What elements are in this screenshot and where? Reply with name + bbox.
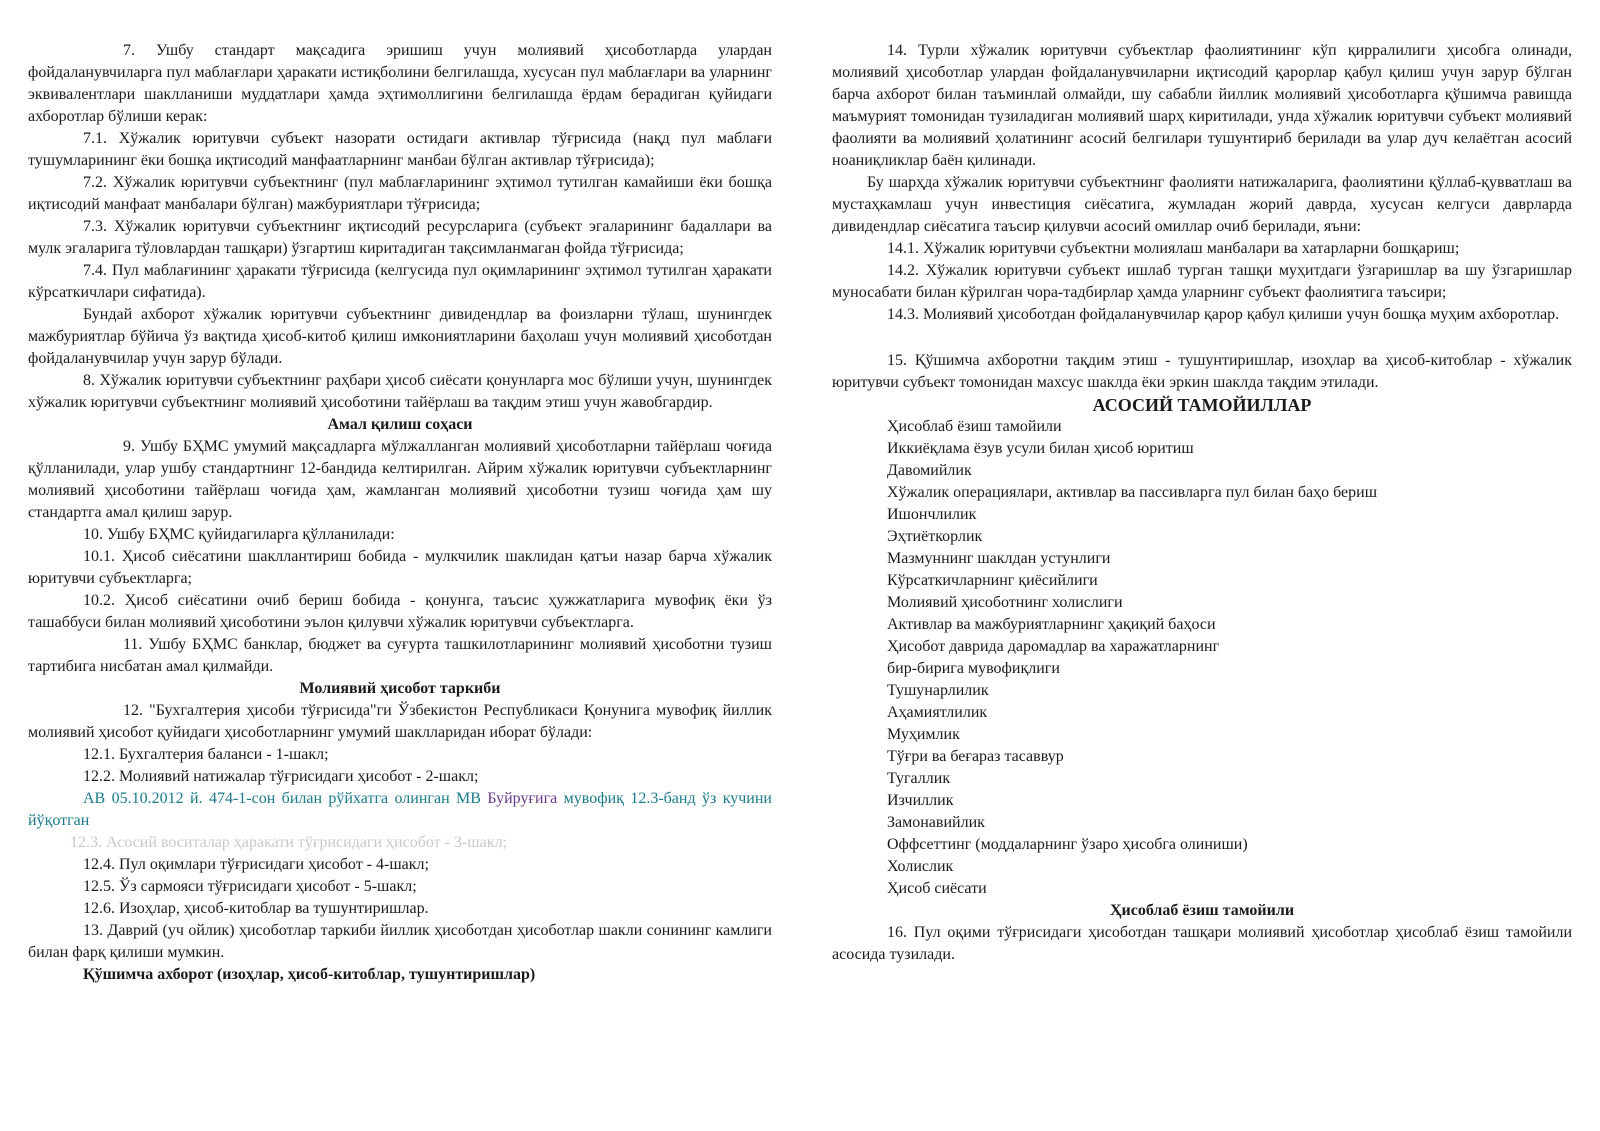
list-item: бир-бирига мувофиқлиги: [887, 660, 1060, 677]
paragraph-11: 11. Ушбу БҲМС банклар, бюджет ва суғурта ташкилотларининг молиявий ҳисоботни тузиш тартибига нисбатан амал қилмайди.: [28, 636, 772, 675]
list-item: Тугаллик: [887, 770, 951, 787]
spacer: [832, 326, 1572, 350]
right-column: [832, 40, 1572, 966]
paragraph-14-2: 14.2. Хўжалик юритувчи субъект ишлаб турган ташқи муҳитдаги ўзгаришлар ва шу ўзгаришлар муносабати билан кўрилган чора-тадбирлар ҳамда уларнинг субъект фаолиятига таъсири;: [832, 262, 1572, 301]
amendment-note-tail: мувофиқ 12.3-банд ўз кучини йўқотган: [28, 790, 772, 829]
heading-additional-info: Қўшимча ахборот (изоҳлар, ҳисоб-китоблар, тушунтиришлар): [83, 966, 536, 983]
list-item: Изчиллик: [887, 792, 954, 809]
paragraph-12-4: 12.4. Пул оқимлари тўғрисидаги ҳисобот - 4-шакл;: [83, 856, 429, 873]
paragraph-12-2: 12.2. Молиявий натижалар тўғрисидаги ҳисобот - 2-шакл;: [83, 768, 479, 785]
list-item: Холислик: [887, 858, 954, 875]
paragraph-16: 16. Пул оқими тўғрисидаги ҳисоботдан ташқари молиявий ҳисоботлар ҳисоблаб ёзиш тамойили асосида тузилади.: [832, 924, 1572, 963]
list-item: Кўрсаткичларнинг қиёсийлиги: [887, 572, 1098, 589]
list-item: Ҳисобот даврида даромадлар ва харажатларнинг: [887, 638, 1220, 655]
heading-composition: Молиявий ҳисобот таркиби: [299, 680, 501, 697]
paragraph-12-3-repealed: 12.3. Асосий воситалар ҳаракати тўғрисидаги ҳисобот - 3-шакл;: [70, 834, 507, 851]
paragraph-7-3: 7.3. Хўжалик юритувчи субъектнинг иқтисодий ресурсларига (субъект эгаларининг бадаллари ва мулк эгаларига тўловлардан ташқари) ўзгартиш киритадиган тақсимланмаган фойда тўғрисида;: [28, 218, 772, 257]
paragraph-review: Бу шарҳда хўжалик юритувчи субъектнинг фаолияти натижаларига, фаолиятини қўллаб-қувватлаш ва мустаҳкамлаш учун инвестиция сиёсатига, жумладан жорий даврда, хусусан келгуси даврларда дивидендлар сиёсатига таъсир қилувчи асосий омиллар очиб берилади, яъни:: [832, 174, 1572, 235]
list-item: Тушунарлилик: [887, 682, 989, 699]
paragraph-12: 12. "Бухгалтерия ҳисоби тўғрисида"ги Ўзбекистон Республикаси Қонунига мувофиқ йиллик молиявий ҳисобот қуйидаги ҳисоботларнинг умумий шаклларидан иборат бўлади:: [28, 702, 772, 741]
paragraph-7: 7. Ушбу стандарт мақсадига эришиш учун молиявий ҳисоботларда улардан фойдаланувчиларга пул маблағлари ҳаракати истиқболини белгилашда, хусусан пул маблағлари ва уларнинг эквивалентлари шаклланиши муддатлари ҳамда эҳтимоллигини белгилашда ёрдам берадиган қуйидаги ахборотлар бўлиши керак:: [28, 42, 772, 125]
paragraph-10-1: 10.1. Ҳисоб сиёсатини шакллантириш бобида - мулкчилик шаклидан қатъи назар барча хўжалик юритувчи субъектларга;: [28, 548, 772, 587]
list-item: Ҳисоб сиёсати: [887, 880, 987, 897]
list-item: Активлар ва мажбуриятларнинг ҳақиқий баҳоси: [887, 616, 1216, 633]
list-item: Давомийлик: [887, 462, 972, 479]
list-item: Молиявий ҳисоботнинг холислиги: [887, 594, 1123, 611]
paragraph-14-1: 14.1. Хўжалик юритувчи субъектни молиялаш манбалари ва хатарларни бошқариш;: [887, 240, 1460, 257]
list-item: Ишончлилик: [887, 506, 977, 523]
list-item: Аҳамиятлилик: [887, 704, 988, 721]
paragraph-7-4: 7.4. Пул маблағининг ҳаракати тўғрисида (келгусида пул оқимларининг эҳтимол тутилган ҳаракати кўрсаткичлари сифатида).: [28, 262, 772, 301]
paragraph-12-1: 12.1. Бухгалтерия баланси - 1-шакл;: [83, 746, 329, 763]
list-item: Хўжалик операциялари, активлар ва пассивларга пул билан баҳо бериш: [887, 484, 1378, 501]
heading-scope: Амал қилиш соҳаси: [327, 416, 473, 433]
paragraph-12-5: 12.5. Ўз сармояси тўғрисидаги ҳисобот - 5-шакл;: [83, 878, 417, 895]
list-item: Эҳтиёткорлик: [887, 528, 983, 545]
list-item: Муҳимлик: [887, 726, 960, 743]
paragraph-12-6: 12.6. Изоҳлар, ҳисоб-китоблар ва тушунтиришлар.: [83, 900, 429, 917]
heading-principles: АСОСИЙ ТАМОЙИЛЛАР: [1092, 395, 1312, 415]
order-link[interactable]: Буйруғига: [487, 790, 558, 807]
paragraph-7-2: 7.2. Хўжалик юритувчи субъектнинг (пул маблағларининг эҳтимол тутилган камайиши ёки бошқа иқтисодий манфаат манбалари бўлган) мажбуриятлари тўғрисида;: [28, 174, 772, 213]
paragraph-10: 10. Ушбу БҲМС қуйидагиларга қўлланилади:: [83, 526, 395, 543]
list-item: Ҳисоблаб ёзиш тамойили: [887, 418, 1062, 435]
heading-accrual-principle: Ҳисоблаб ёзиш тамойили: [1109, 902, 1295, 919]
paragraph-info: Бундай ахборот хўжалик юритувчи субъектнинг дивидендлар ва фоизларни тўлаш, шунингдек мажбуриятлар бўйича ўз вақтида ҳисоб-китоб қилиш имкониятларини баҳолаш учун молиявий ҳисоботдан фойдаланувчилар учун зарур бўлади.: [28, 306, 772, 367]
list-item: Тўғри ва беғараз тасаввур: [887, 748, 1064, 765]
list-item: Замонавийлик: [887, 814, 985, 831]
paragraph-14-3: 14.3. Молиявий ҳисоботдан фойдаланувчилар қарор қабул қилиши учун бошқа муҳим ахборотлар.: [887, 306, 1560, 323]
paragraph-14: 14. Турли хўжалик юритувчи субъектлар фаолиятининг кўп қирралилиги ҳисобга олинади, молиявий ҳисоботлар улардан фойдаланувчиларни иқтисодий қарорлар қабул қилиш учун зарур бўлган барча ахборот билан таъминлай олмайди, шу сабабли йиллик молиявий ҳисоботларга қўшимча равишда маъмурият томонидан тузиладиган молиявий шарҳ киритилади, унда хўжалик юритувчи субъект молиявий фаолияти ва молиявий ҳолатининг асосий белгилари тушунтириб берилади ва улар дуч келаётган асосий ноаниқликлар баён қилинади.: [832, 42, 1572, 169]
amendment-note-text: АВ 05.10.2012 й. 474-1-сон билан рўйхатга олинган МВ: [83, 790, 488, 807]
list-item: Иккиёқлама ёзув усули билан ҳисоб юритиш: [887, 440, 1194, 457]
paragraph-15: 15. Қўшимча ахборотни тақдим этиш - тушунтиришлар, изоҳлар ва ҳисоб-китоблар - хўжалик юритувчи субъект томонидан махсус шаклда ёки эркин шаклда тақдим этилади.: [832, 352, 1572, 391]
paragraph-13: 13. Даврий (уч ойлик) ҳисоботлар таркиби йиллик ҳисоботдан ҳисоботлар шакли сонининг камлиги билан фарқ қилиши мумкин.: [28, 922, 772, 961]
list-item: Мазмуннинг шаклдан устунлиги: [887, 550, 1111, 567]
paragraph-10-2: 10.2. Ҳисоб сиёсатини очиб бериш бобида - қонунга, таъсис ҳужжатларига мувофиқ ёки ўз ташаббуси билан молиявий ҳисоботини эълон қилувчи хўжалик юритувчи субъектларга.: [28, 592, 772, 631]
left-column: [28, 40, 772, 986]
amendment-note: [28, 788, 772, 832]
paragraph-8: 8. Хўжалик юритувчи субъектнинг раҳбари ҳисоб сиёсати қонунларга мос бўлиши учун, шунингдек хўжалик юритувчи субъектнинг молиявий ҳисоботини тайёрлаш ва тақдим этиш учун жавобгардир.: [28, 372, 772, 411]
list-item: Оффсеттинг (моддаларнинг ўзаро ҳисобга олиниши): [887, 836, 1248, 853]
paragraph-7-1: 7.1. Хўжалик юритувчи субъект назорати остидаги активлар тўғрисида (нақд пул маблағи тушумларининг ёки бошқа иқтисодий манфаатларнинг манбаи бўлган активлар тўғрисида);: [28, 130, 772, 169]
principles-list: [832, 416, 1572, 900]
paragraph-9: 9. Ушбу БҲМС умумий мақсадларга мўлжалланган молиявий ҳисоботларни тайёрлаш чоғида қўлланилади, улар ушбу стандартнинг 12-бандида келтирилган. Айрим хўжалик юритувчи субъектларнинг молиявий ҳисоботини тайёрлаш чоғида ҳам, жамланган молиявий ҳисоботни тузиш чоғида ҳам шу стандартга амал қилиш зарур.: [28, 438, 772, 521]
